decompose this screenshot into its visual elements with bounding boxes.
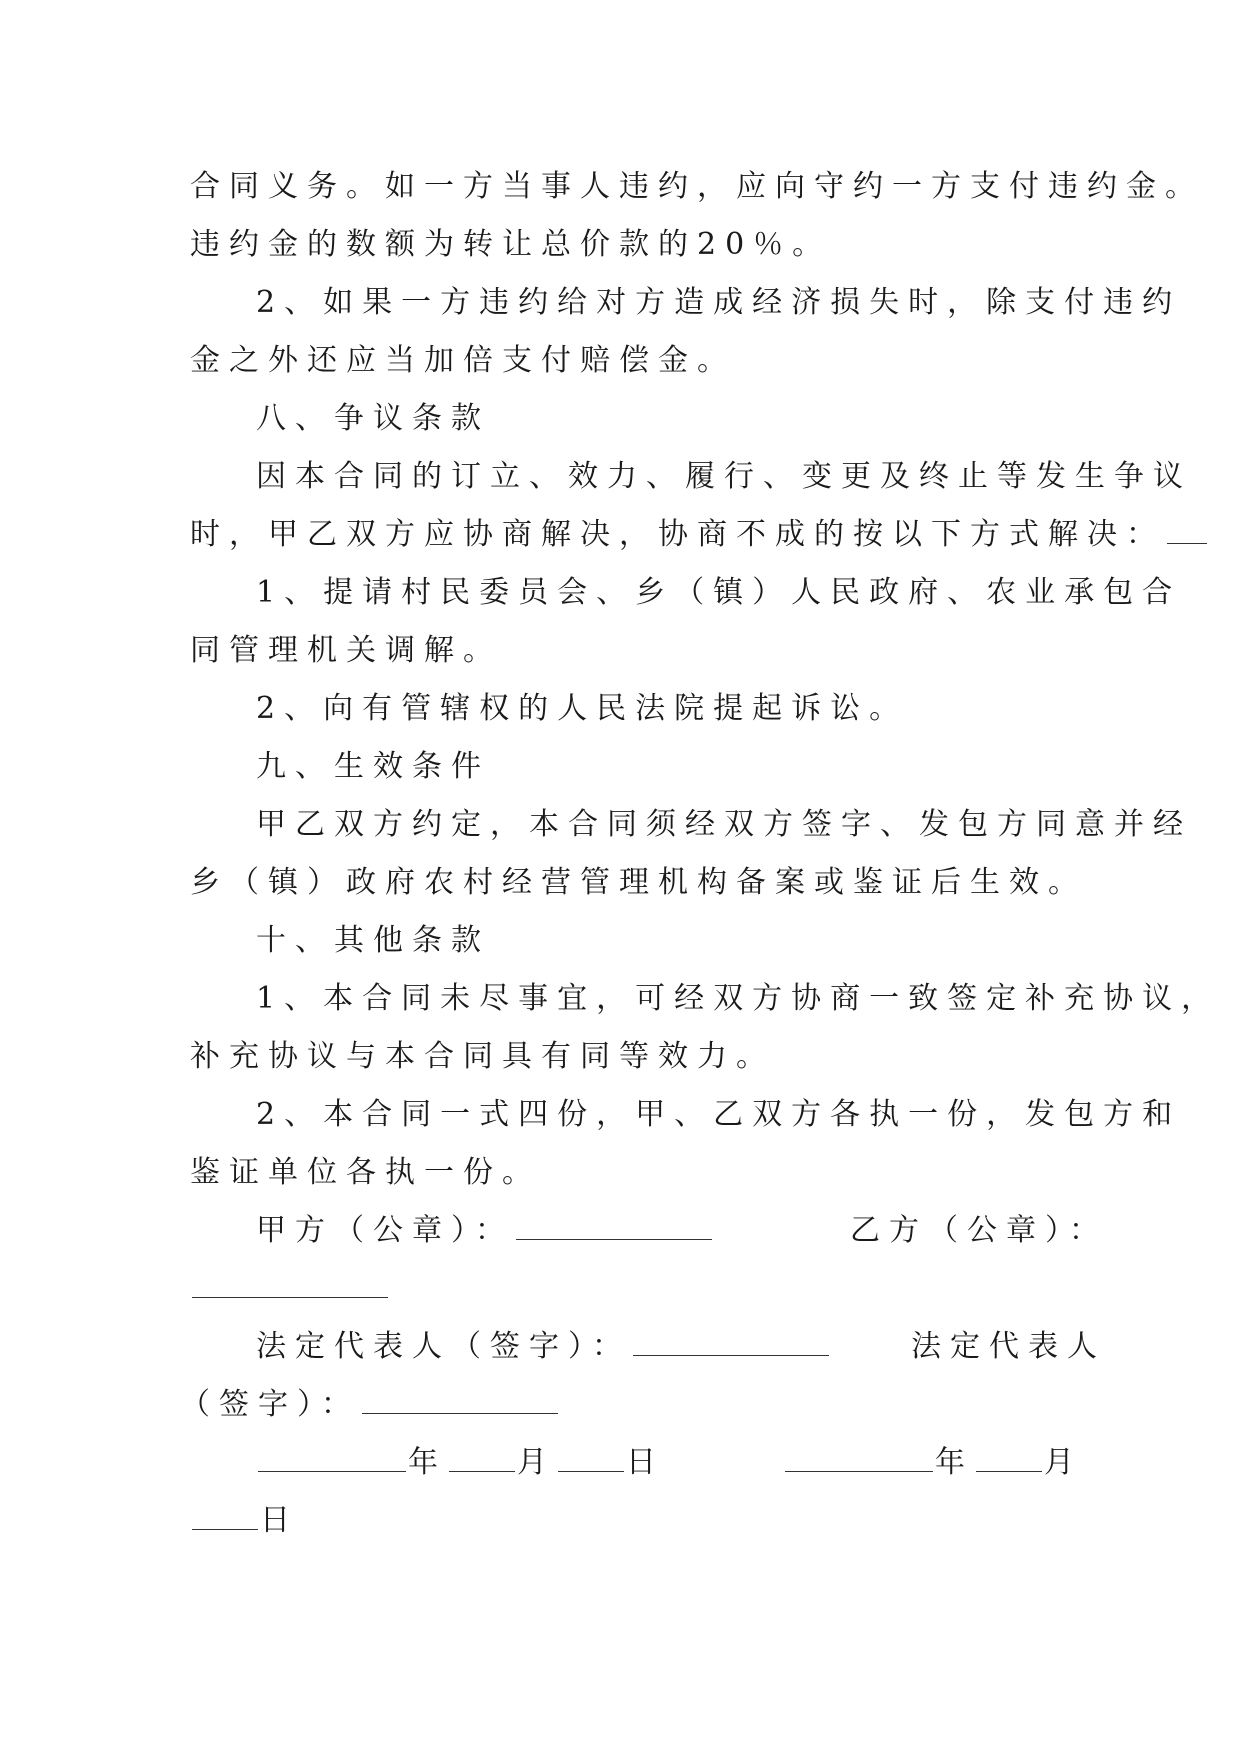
party-a-rep-blank bbox=[633, 1325, 829, 1356]
party-b-rep-blank bbox=[362, 1383, 558, 1414]
representative-line bbox=[190, 1318, 1106, 1376]
paragraph-line: 同管理机关调解。 bbox=[190, 633, 502, 668]
party-a-rep-label: 法定代表人（签字）： bbox=[256, 1329, 631, 1364]
paragraph-line: 鉴证单位各执一份。 bbox=[190, 1155, 541, 1190]
paragraph-line: 因本合同的订立、效力、履行、变更及终止等发生争议 bbox=[256, 459, 1192, 494]
party-a-year-blank bbox=[258, 1441, 406, 1472]
paragraph-line: 1、提请村民委员会、乡（镇）人民政府、农业承包合 bbox=[256, 575, 1182, 610]
seal-blank-line bbox=[190, 1260, 1052, 1318]
party-a-day-blank bbox=[558, 1441, 624, 1472]
year-label: 年 bbox=[935, 1445, 974, 1480]
party-b-seal-blank bbox=[192, 1267, 388, 1298]
party-a-month-blank bbox=[449, 1441, 515, 1472]
party-a-seal-blank bbox=[516, 1209, 712, 1240]
year-label: 年 bbox=[408, 1445, 447, 1480]
paragraph-line: 补充协议与本合同具有同等效力。 bbox=[190, 1039, 775, 1074]
paragraph-line: 1、本合同未尽事宜，可经双方协商一致签定补充协议， bbox=[256, 981, 1221, 1016]
month-label: 月 bbox=[517, 1445, 556, 1480]
party-b-month-blank bbox=[976, 1441, 1042, 1472]
date-line-continued bbox=[190, 1492, 1052, 1550]
paragraph-line: 2、本合同一式四份，甲、乙双方各执一份，发包方和 bbox=[256, 1097, 1182, 1132]
paragraph-line: 合同义务。如一方当事人违约，应向守约一方支付违约金。 bbox=[190, 169, 1204, 204]
paragraph-line: 甲乙双方约定，本合同须经双方签字、发包方同意并经 bbox=[256, 807, 1192, 842]
party-b-rep-sign-label: （签字）： bbox=[180, 1387, 360, 1422]
party-b-year-blank bbox=[785, 1441, 933, 1472]
fill-blank bbox=[1167, 513, 1207, 544]
paragraph-line: 违约金的数额为转让总价款的20％。 bbox=[190, 227, 832, 262]
day-label: 日 bbox=[260, 1503, 299, 1538]
paragraph-line: 金之外还应当加倍支付赔偿金。 bbox=[190, 343, 736, 378]
party-b-rep-label: 法定代表人 bbox=[911, 1329, 1106, 1364]
paragraph-line bbox=[190, 506, 1165, 564]
paragraph-line: 2、向有管辖权的人民法院提起诉讼。 bbox=[256, 691, 909, 726]
date-line bbox=[190, 1434, 1083, 1492]
paragraph-line: 乡（镇）政府农村经营管理机构备案或鉴证后生效。 bbox=[190, 865, 1087, 900]
seal-line bbox=[190, 1202, 1108, 1260]
contract-page bbox=[180, 158, 1221, 1550]
day-label: 日 bbox=[626, 1445, 665, 1480]
party-a-seal-label: 甲方（公章）： bbox=[256, 1213, 514, 1248]
paragraph-line: 2、如果一方违约给对方造成经济损失时，除支付违约 bbox=[256, 285, 1182, 320]
party-b-day-blank bbox=[192, 1499, 258, 1530]
paragraph-text: 时，甲乙双方应协商解决，协商不成的按以下方式解决： bbox=[190, 517, 1165, 552]
section-heading: 九、生效条件 bbox=[256, 749, 490, 784]
month-label: 月 bbox=[1044, 1445, 1083, 1480]
representative-line-continued bbox=[180, 1376, 1052, 1434]
section-heading: 十、其他条款 bbox=[256, 923, 490, 958]
party-b-seal-label: 乙方（公章）： bbox=[850, 1213, 1108, 1248]
section-heading: 八、争议条款 bbox=[256, 401, 490, 436]
